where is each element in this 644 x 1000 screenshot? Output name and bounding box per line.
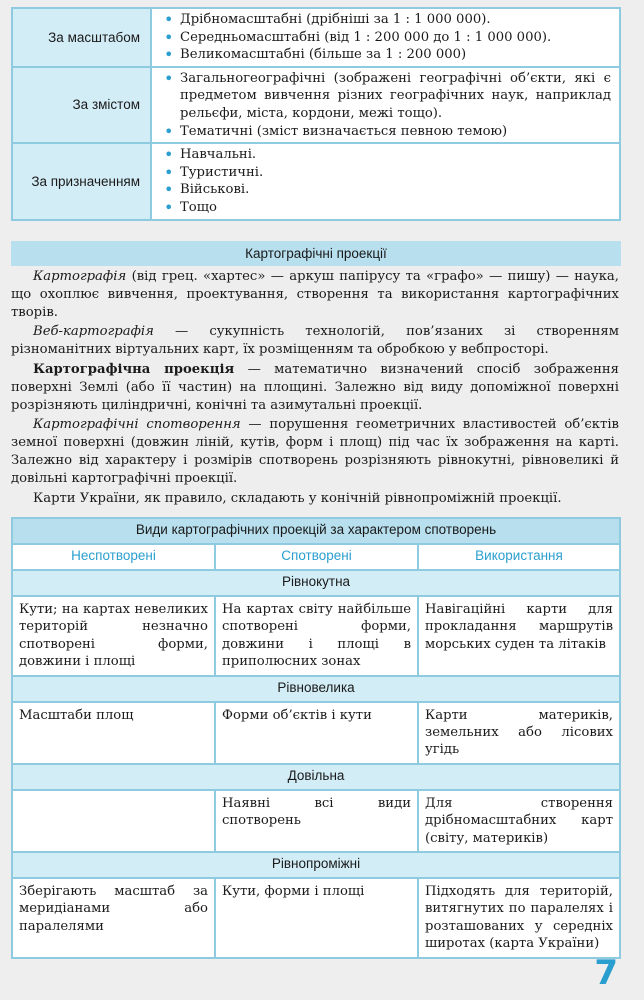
table-cell: Форми об’єктів і кути <box>215 702 418 764</box>
table-title: Види картографічних проекцій за характером спотворень <box>12 518 620 544</box>
table-cell <box>12 790 215 852</box>
projections-table <box>11 517 621 959</box>
bullet-item: • Великомасштабні (більше за 1 : 200 000) <box>162 46 611 64</box>
column-header: Використання <box>418 544 620 570</box>
classification-key: За призначенням <box>12 143 151 219</box>
term-distortions: Картографічні спотворення <box>33 417 241 433</box>
table-cell: Для створення дрібномасштабних карт (світу, материків) <box>418 790 620 852</box>
section-title: Картографічні проекції <box>11 241 621 266</box>
bullet-item: • Військові. <box>162 181 611 199</box>
classification-values <box>151 67 620 143</box>
table-title-row <box>12 518 620 544</box>
classification-row-purpose <box>12 143 620 219</box>
table-cell: Зберігають масштаб за меридіанами або паралелями <box>12 878 215 958</box>
bullet-item: • Загальногеографічні (зображені географічні об’єкти, які є предметом вивчення різних географічних наук, наприклад рельєфи, міста, кордони, межі тощо). <box>162 70 611 123</box>
page-number: 7 <box>594 953 618 993</box>
bullet-item: • Тематичні (зміст визначається певною темою) <box>162 123 611 141</box>
projection-type-row <box>12 676 620 702</box>
term-cartography: Картографія <box>33 269 127 284</box>
projection-type: Рівнопроміжні <box>12 852 620 878</box>
paragraph <box>11 323 619 359</box>
projection-type-row <box>12 764 620 790</box>
bullet-item: • Туристичні. <box>162 164 611 182</box>
classification-values <box>151 8 620 67</box>
projection-type-row <box>12 570 620 596</box>
table-row <box>12 596 620 676</box>
table-cell: Підходять для територій, витягнутих по паралелях і розташованих у середніх широтах (карта України) <box>418 878 620 958</box>
definition-text: — математично визначений спосіб зображення поверхні Землі (або її частин) на площині. Залежно від виду допоміжної поверхні розрізняють циліндричні, конічні та азимутальні проекції. <box>11 361 620 413</box>
column-header-row <box>12 544 620 570</box>
definition-text: — порушення геометричних властивостей об’єктів земної поверхні (довжин ліній, кутів, форм і площ) під час їх зображення на карті. Залежно від характеру і розмірів спотворень розрізняють рівнокутні, рівновеликі й довільні картографічні проекції. <box>11 417 619 486</box>
term-projection: Картографічна проекція <box>33 361 235 377</box>
bullet-item: • Середньомасштабні (від 1 : 200 000 до 1 : 1 000 000). <box>162 29 611 47</box>
paragraph <box>11 416 619 487</box>
table-row <box>12 702 620 764</box>
classification-row-content <box>12 67 620 143</box>
classification-key: За масштабом <box>12 8 151 67</box>
table-cell: Масштаби площ <box>12 702 215 764</box>
table-cell: Наявні всі види спотворень <box>215 790 418 852</box>
table-cell: Навігаційні карти для прокладання маршрутів морських суден та літаків <box>418 596 620 676</box>
definitions-text <box>11 268 619 509</box>
bullet-item: • Дрібномасштабні (дрібніші за 1 : 1 000 000). <box>162 11 611 29</box>
definition-text: — сукупність технологій, пов’язаних зі створенням різноманітних віртуальних карт, їх розміщенням та обробкою у вебпросторі. <box>11 324 619 358</box>
table-row <box>12 878 620 958</box>
projection-type: Рівнокутна <box>12 570 620 596</box>
bullet-item: • Тощо <box>162 199 611 217</box>
table-cell: На картах світу найбільше спотворені форми, довжини і площі в приполюсних зонах <box>215 596 418 676</box>
term-web-cartography: Веб-картографія <box>33 324 154 340</box>
paragraph <box>11 361 619 414</box>
projection-type: Рівновелика <box>12 676 620 702</box>
paragraph: Карти України, як правило, складають у конічній рівнопроміжній проекції. <box>33 490 562 506</box>
classification-values <box>151 143 620 219</box>
paragraph <box>11 268 619 321</box>
map-classification-table <box>11 7 621 221</box>
projection-type: Довільна <box>12 764 620 790</box>
classification-row-scale <box>12 8 620 67</box>
table-row <box>12 790 620 852</box>
classification-key: За змістом <box>12 67 151 143</box>
definition-text: (від грец. «хартес» — аркуш папірусу та «графо» — пишу) — наука, що охоплює вивчення, проектування, створення та використання картографічних творів. <box>11 269 619 320</box>
table-cell: Карти материків, земельних або лісових угідь <box>418 702 620 764</box>
column-header: Спотворені <box>215 544 418 570</box>
bullet-item: • Навчальні. <box>162 146 611 164</box>
projection-type-row <box>12 852 620 878</box>
table-cell: Кути; на картах невеликих територій незначно спотворені форми, довжини і площі <box>12 596 215 676</box>
column-header: Неспотворені <box>12 544 215 570</box>
table-cell: Кути, форми і площі <box>215 878 418 958</box>
